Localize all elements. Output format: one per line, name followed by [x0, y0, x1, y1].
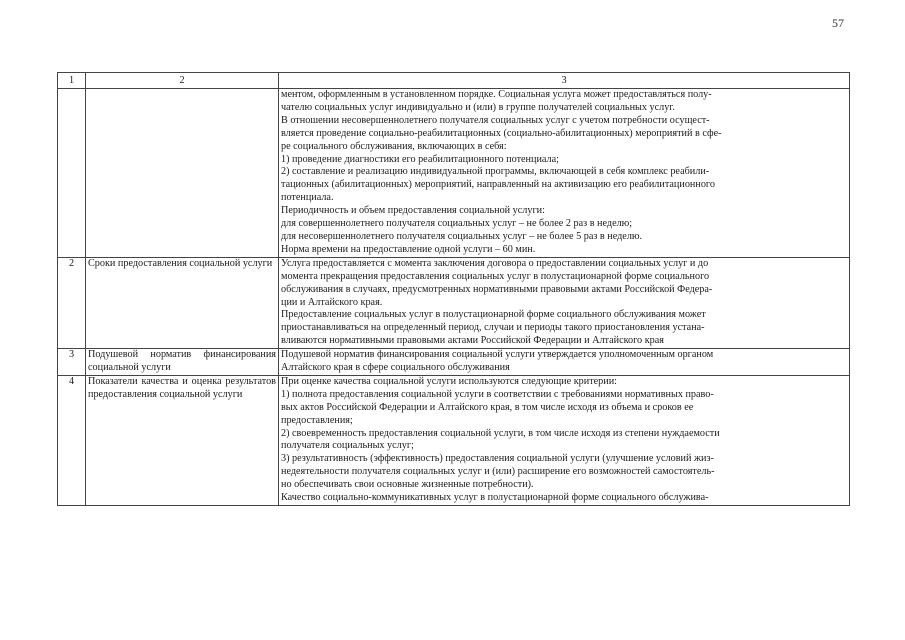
text-line: недеятельности получателя социальных услуг и (или) расширение его возможностей самостоятель-: [281, 466, 715, 478]
text-line: вляется проведение социально-реабилитационных (социально-абилитационных) мероприятий в сфе-: [281, 127, 722, 139]
text-line: 2) своевременность предоставления социальной услуги, в том числе исходя из степени нуждаемости: [281, 427, 720, 439]
text-line: ментом, оформленным в установленном порядке. Социальная услуга может предоставляться полу-: [281, 89, 712, 100]
column-number-3: 3: [279, 73, 850, 89]
row-title: Подушевой норматив финансирования социальной услуги: [86, 349, 279, 376]
text-line: обслуживания в случаях, предусмотренных нормативными правовыми актами Российской Федера-: [281, 283, 713, 295]
text-line: Предоставление социальных услуг в полустационарной форме социального обслуживания может: [281, 309, 706, 321]
row-number: 2: [58, 257, 86, 348]
text-line: ре социального обслуживания, включающих в себя:: [281, 140, 507, 152]
text-line: для совершеннолетнего получателя социальных услуг – не более 2 раз в неделю;: [281, 218, 633, 230]
table-row-2: [58, 257, 850, 348]
text-line: Норма времени на предоставление одной услуги – 60 мин.: [281, 243, 536, 255]
column-number-2: 2: [86, 73, 279, 89]
services-table: [57, 72, 850, 506]
text-line: 1) полнота предоставления социальной услуги в соответствии с требованиями нормативных право-: [281, 388, 714, 400]
text-line: чателю социальных услуг индивидуально и (или) в группе получателей социальных услуг.: [281, 101, 675, 113]
text-line: При оценке качества социальной услуги используются следующие критерии:: [281, 375, 618, 387]
text-line: предоставления;: [281, 414, 353, 426]
text-line: приостанавливаться на определенный период, случаи и периоды такого приостановления устана-: [281, 322, 705, 334]
row-content: [279, 257, 850, 348]
text-line: вливаются нормативными правовыми актами Российской Федерации и Алтайского края: [281, 335, 664, 347]
text-line: ции и Алтайского края.: [281, 296, 383, 308]
text-line: для несовершеннолетнего получателя социальных услуг – не более 5 раз в неделю.: [281, 230, 643, 242]
row-content: [279, 375, 850, 505]
row-number: 3: [58, 349, 86, 376]
row-number: 4: [58, 375, 86, 505]
column-number-1: 1: [58, 73, 86, 89]
row-content: [279, 89, 850, 258]
text-line: вых актов Российской Федерации и Алтайского края, в том числе исходя из объема и сроков ее: [281, 401, 694, 413]
table-row-3: [58, 349, 850, 376]
text-line: Качество социально-коммуникативных услуг в полустационарной форме социального обслужива-: [281, 492, 709, 504]
row-title: Показатели качества и оценка результатов предоставления социальной услуги: [86, 375, 279, 505]
table-header-row: [58, 73, 850, 89]
text-line: Периодичность и объем предоставления социальной услуги:: [281, 205, 545, 217]
table-row-4: [58, 375, 850, 505]
text-line: Алтайского края в сфере социального обслуживания: [281, 362, 510, 374]
row-content: [279, 349, 850, 376]
page-number: 57: [832, 16, 844, 30]
text-line: тационных (абилитационных) мероприятий, направленный на активизацию его реабилитационного: [281, 179, 715, 191]
text-line: но обеспечивать свои основные жизненные потребности).: [281, 479, 534, 491]
text-line: получателя социальных услуг;: [281, 440, 414, 452]
text-line: Услуга предоставляется с момента заключения договора о предоставлении социальных услуг и до: [281, 257, 709, 269]
table-row-continuation: [58, 89, 850, 258]
text-line: момента прекращения предоставления социальных услуг в полустационарной форме социального: [281, 270, 710, 282]
text-line: Подушевой норматив финансирования социальной услуги утверждается уполномоченным органом: [281, 349, 714, 361]
text-line: 1) проведение диагностики его реабилитационного потенциала;: [281, 153, 559, 165]
row-title: Сроки предоставления социальной услуги: [86, 257, 279, 348]
text-line: 2) составление и реализацию индивидуальной программы, включающей в себя комплекс реабили-: [281, 166, 710, 178]
text-line: В отношении несовершеннолетнего получателя социальных услуг с учетом потребности осущест-: [281, 114, 710, 126]
text-line: потенциала.: [281, 192, 334, 204]
text-line: 3) результативность (эффективность) предоставления социальной услуги (улучшение условий жиз-: [281, 453, 714, 465]
